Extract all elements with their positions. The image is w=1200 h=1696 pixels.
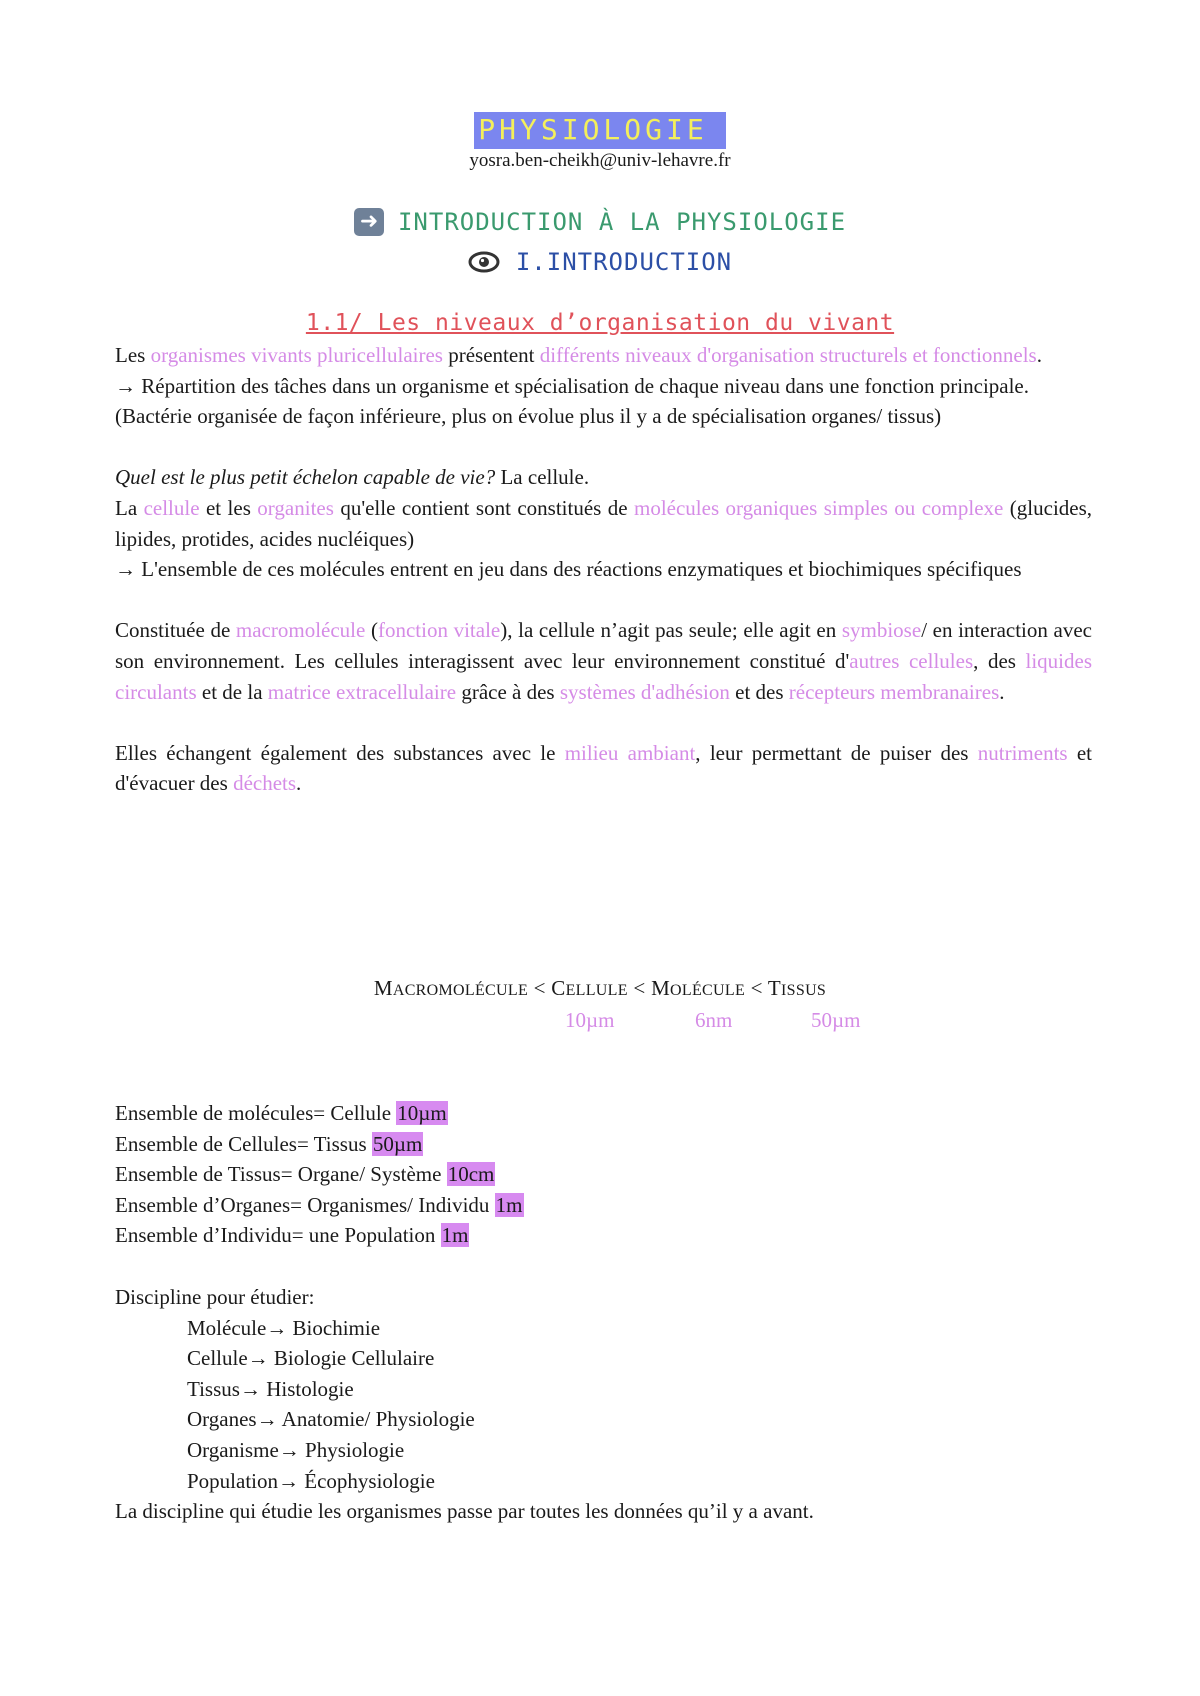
list-item: Ensemble d’Organes= Organismes/ Individu 1m <box>115 1192 523 1217</box>
sub-heading <box>0 248 1200 276</box>
chain-separator: < <box>528 976 552 1000</box>
size-highlight: 10µm <box>397 1101 447 1125</box>
text-run: / en interaction avec son environnement. Les cellules interagissent avec leur environnement constitué d' <box>115 618 1092 673</box>
text-run: et les <box>199 495 258 520</box>
discipline-list <box>115 1282 814 1527</box>
sub-heading-text: I.INTRODUCTION <box>515 248 733 276</box>
chain-item: MOLÉCULE <box>651 976 746 1000</box>
list-item: Tissus→ Histologie <box>187 1376 354 1401</box>
text-run: Constituée de <box>115 618 236 643</box>
text-run: . <box>1036 343 1042 367</box>
text-run: , des <box>973 648 1026 673</box>
text-run: grâce à des <box>456 679 560 704</box>
right-arrow-icon: ➜ <box>354 208 384 236</box>
list-item: Ensemble d’Individu= une Population 1m <box>115 1223 469 1248</box>
keyword: organismes vivants pluricellulaires <box>150 343 443 367</box>
keyword: liquides circulants <box>115 648 1093 704</box>
list-item: Organisme→ Physiologie <box>187 1437 405 1462</box>
chain-separator: < <box>627 976 652 1000</box>
size-highlight: 1m <box>495 1192 523 1217</box>
text-run: (glucides, lipides, protides, acides nucléiques) <box>115 495 1093 551</box>
paragraph-4 <box>115 462 1092 493</box>
discipline-conclusion: La discipline qui étudie les organismes passe par toutes les données qu’il y a avant. <box>115 1499 814 1524</box>
scale-size: 50µm <box>811 1008 861 1032</box>
text-run: ( <box>365 618 378 643</box>
keyword: nutriments <box>977 740 1068 765</box>
list-item: Ensemble de molécules= Cellule 10µm <box>115 1101 447 1125</box>
text-run: qu'elle contient sont constitués de <box>333 495 634 520</box>
paragraph-5 <box>115 493 1092 554</box>
text-run: Les <box>115 343 151 367</box>
paragraph-1 <box>115 340 1092 371</box>
author-email: yosra.ben-cheikh@univ-lehavre.fr <box>469 150 731 171</box>
list-item: Ensemble de Tissus= Organe/ Système 10cm <box>115 1162 495 1187</box>
title-block <box>0 112 1200 149</box>
section-heading-text: 1.1/ Les niveaux d’organisation du vivant <box>305 310 895 336</box>
answer: La cellule. <box>495 465 590 490</box>
chain-item: CELLULE <box>551 976 628 1000</box>
size-highlight: 1m <box>441 1223 469 1248</box>
paragraph-7 <box>115 615 1092 707</box>
ensemble-list <box>115 1098 524 1251</box>
text-run: et de la <box>196 679 268 704</box>
list-item: Cellule→ Biologie Cellulaire <box>187 1346 435 1371</box>
keyword: cellule <box>143 495 200 520</box>
list-item: Ensemble de Cellules= Tissus 50µm <box>115 1131 423 1156</box>
discipline-intro: Discipline pour étudier: <box>115 1285 315 1309</box>
keyword: symbiose <box>841 618 922 643</box>
keyword: différents niveaux d'organisation structurels et fonctionnels <box>539 343 1037 367</box>
keyword: systèmes d'adhésion <box>559 679 730 704</box>
list-item: Population→ Écophysiologie <box>187 1468 435 1493</box>
eye-icon <box>468 250 500 274</box>
text-run: et des <box>729 679 789 704</box>
keyword: macromolécule <box>235 618 366 643</box>
paragraph-3: (Bactérie organisée de façon inférieure, plus on évolue plus il y a de spécialisation organes/ tissus) <box>115 404 942 429</box>
text-run: présentent <box>442 343 540 367</box>
list-item: Molécule→ Biochimie <box>187 1315 381 1340</box>
keyword: matrice extracellulaire <box>267 679 457 704</box>
paragraph-2: → Répartition des tâches dans un organisme et spécialisation de chaque niveau dans une fonction principale. <box>115 373 1030 398</box>
keyword: fonction vitale <box>377 618 501 643</box>
keyword: organites <box>257 495 334 520</box>
page-title: PHYSIOLOGIE <box>474 112 725 149</box>
paragraph-6: → L'ensemble de ces molécules entrent en jeu dans des réactions enzymatiques et biochimiques spécifiques <box>115 557 1022 582</box>
keyword: milieu ambiant <box>564 740 696 765</box>
keyword: molécules organiques simples ou complexe <box>633 495 1004 520</box>
text-run: , leur permettant de puiser des <box>695 740 978 765</box>
keyword: autres cellules <box>849 648 974 673</box>
scale-size: 10µm <box>565 1008 615 1032</box>
chain-item: MACROMOLÉCULE <box>373 976 529 1000</box>
text-run: et d'évacuer des <box>115 740 1093 796</box>
scale-size: 6nm <box>695 1008 733 1032</box>
chain-separator: < <box>745 976 768 1000</box>
text-run: . <box>296 771 302 796</box>
list-item: Organes→ Anatomie/ Physiologie <box>187 1407 475 1432</box>
keyword: récepteurs membranaires <box>788 679 1000 704</box>
text-run: . <box>999 679 1005 704</box>
text-run: ), la cellule n’agit pas seule; elle agit en <box>500 618 842 643</box>
question: Quel est le plus petit échelon capable de vie? <box>115 465 496 490</box>
text-run: La <box>115 495 144 520</box>
intro-heading-text: INTRODUCTION À LA PHYSIOLOGIE <box>397 208 847 236</box>
paragraph-8 <box>115 738 1092 799</box>
size-highlight: 50µm <box>372 1131 423 1156</box>
chain-item: TISSUS <box>767 976 827 1000</box>
body-text <box>115 340 1092 799</box>
keyword: déchets <box>233 771 297 796</box>
intro-heading <box>0 208 1200 236</box>
size-highlight: 10cm <box>447 1162 495 1187</box>
scale-chain <box>0 976 1200 1001</box>
text-run: Elles échangent également des substances avec le <box>115 740 565 765</box>
section-heading <box>0 310 1200 336</box>
